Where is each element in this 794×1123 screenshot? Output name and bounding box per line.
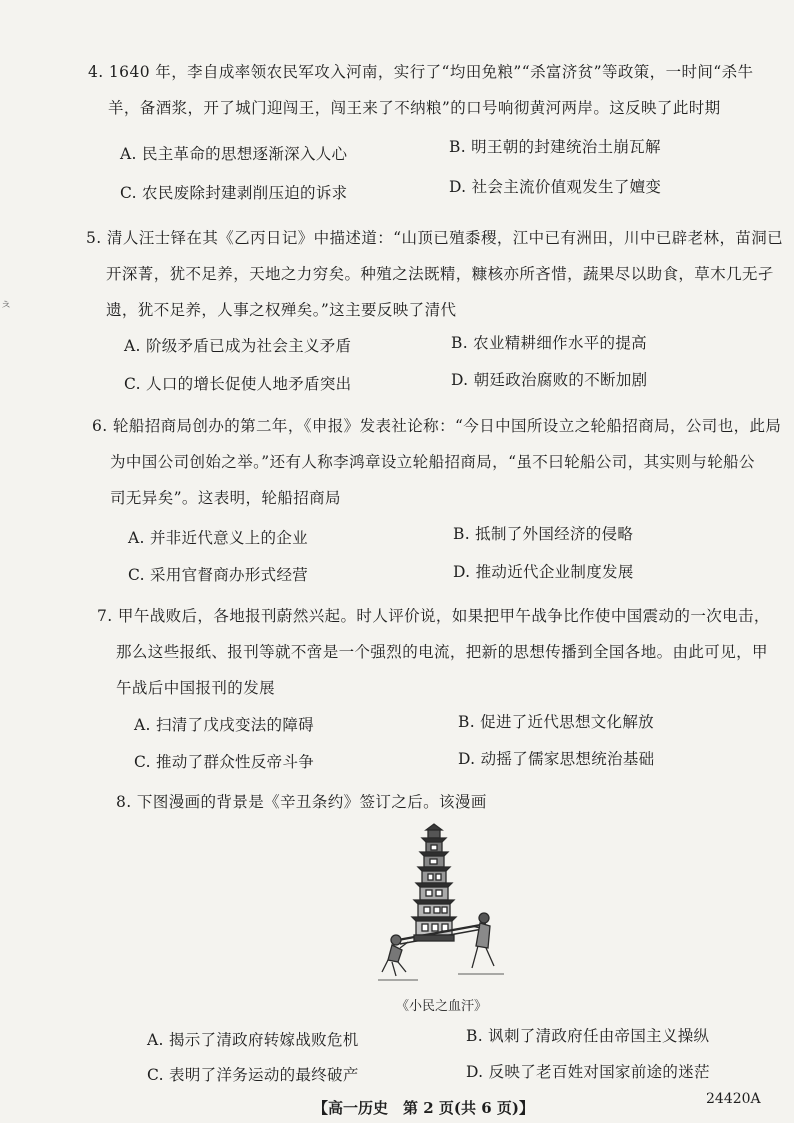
q4-option-c: C. 农民废除封建剥削压迫的诉求 <box>120 184 348 202</box>
q6-option-b: B. 抵制了外国经济的侵略 <box>453 525 634 543</box>
edge-mark: ㅊ <box>0 298 12 312</box>
cartoon-caption: 《小民之血汗》 <box>396 999 488 1014</box>
exam-code: 24420A <box>706 1091 761 1107</box>
q6-stem-line2: 为中国公司创始之举。”还有人称李鸿章设立轮船招商局，“虽不曰轮船公司，其实则与轮船公 <box>110 453 755 471</box>
q8-option-a: A. 揭示了清政府转嫁战败危机 <box>147 1031 359 1049</box>
q4-option-d: D. 社会主流价值观发生了嬗变 <box>449 178 662 196</box>
q5-stem-line2: 开深菁，犹不足养，天地之力穷矣。种殖之法既精，糠核亦所吝惜，蔬果尽以助食，草木几无孑 <box>106 265 774 283</box>
q5-stem-line1: 5. 清人汪士铎在其《乙丙日记》中描述道：“山顶已殖黍稷，江中已有洲田，川中已辟老林，苗洞已 <box>86 229 784 247</box>
q6-option-c: C. 采用官督商办形式经营 <box>128 566 309 584</box>
q4-stem-line1: 4. 1640 年，李自成率领农民军攻入河南，实行了“均田免粮”“杀富济贫”等政策，一时间“杀牛 <box>88 63 754 81</box>
q7-option-d: D. 动摇了儒家思想统治基础 <box>458 750 655 768</box>
q4-option-b: B. 明王朝的封建统治土崩瓦解 <box>449 138 661 156</box>
q8-option-b: B. 讽刺了清政府任由帝国主义操纵 <box>466 1027 710 1045</box>
q6-option-a: A. 并非近代意义上的企业 <box>128 529 308 547</box>
q7-option-b: B. 促进了近代思想文化解放 <box>458 713 654 731</box>
page-footer: 【高一历史 第 2 页(共 6 页)】 <box>313 1099 534 1117</box>
q7-option-a: A. 扫清了戊戌变法的障碍 <box>134 716 314 734</box>
q5-stem-line3: 遗，犹不足养，人事之权殚矣。”这主要反映了清代 <box>106 301 457 319</box>
q8-stem-line1: 8. 下图漫画的背景是《辛丑条约》签订之后。该漫画 <box>116 793 487 811</box>
q4-stem-line2: 羊，备酒浆，开了城门迎闯王，闯王来了不纳粮”的口号响彻黄河两岸。这反映了此时期 <box>108 99 721 117</box>
q4-option-a: A. 民主革命的思想逐渐深入人心 <box>120 145 348 163</box>
q7-option-c: C. 推动了群众性反帝斗争 <box>134 753 315 771</box>
q5-option-c: C. 人口的增长促使人地矛盾突出 <box>124 375 352 393</box>
q6-option-d: D. 推动近代企业制度发展 <box>453 563 634 581</box>
q8-option-c: C. 表明了洋务运动的最终破产 <box>147 1066 359 1084</box>
q5-option-b: B. 农业精耕细作水平的提高 <box>451 334 647 352</box>
q7-stem-line1: 7. 甲午战败后，各地报刊蔚然兴起。时人评价说，如果把甲午战争比作使中国震动的一次电击， <box>97 607 770 625</box>
q6-stem-line1: 6. 轮船招商局创办的第二年，《申报》发表社论称：“今日中国所设立之轮船招商局，公司也，此局 <box>92 417 782 435</box>
q5-option-a: A. 阶级矛盾已成为社会主义矛盾 <box>124 337 352 355</box>
q6-stem-line3: 司无异矣”。这表明，轮船招商局 <box>110 489 341 507</box>
q8-option-d: D. 反映了老百姓对国家前途的迷茫 <box>466 1063 710 1081</box>
cartoon-illustration <box>378 822 508 987</box>
q7-stem-line3: 午战后中国报刊的发展 <box>116 679 276 697</box>
q7-stem-line2: 那么这些报纸、报刊等就不啻是一个强烈的电流，把新的思想传播到全国各地。由此可见，甲 <box>116 643 768 661</box>
q5-option-d: D. 朝廷政治腐败的不断加剧 <box>451 371 648 389</box>
